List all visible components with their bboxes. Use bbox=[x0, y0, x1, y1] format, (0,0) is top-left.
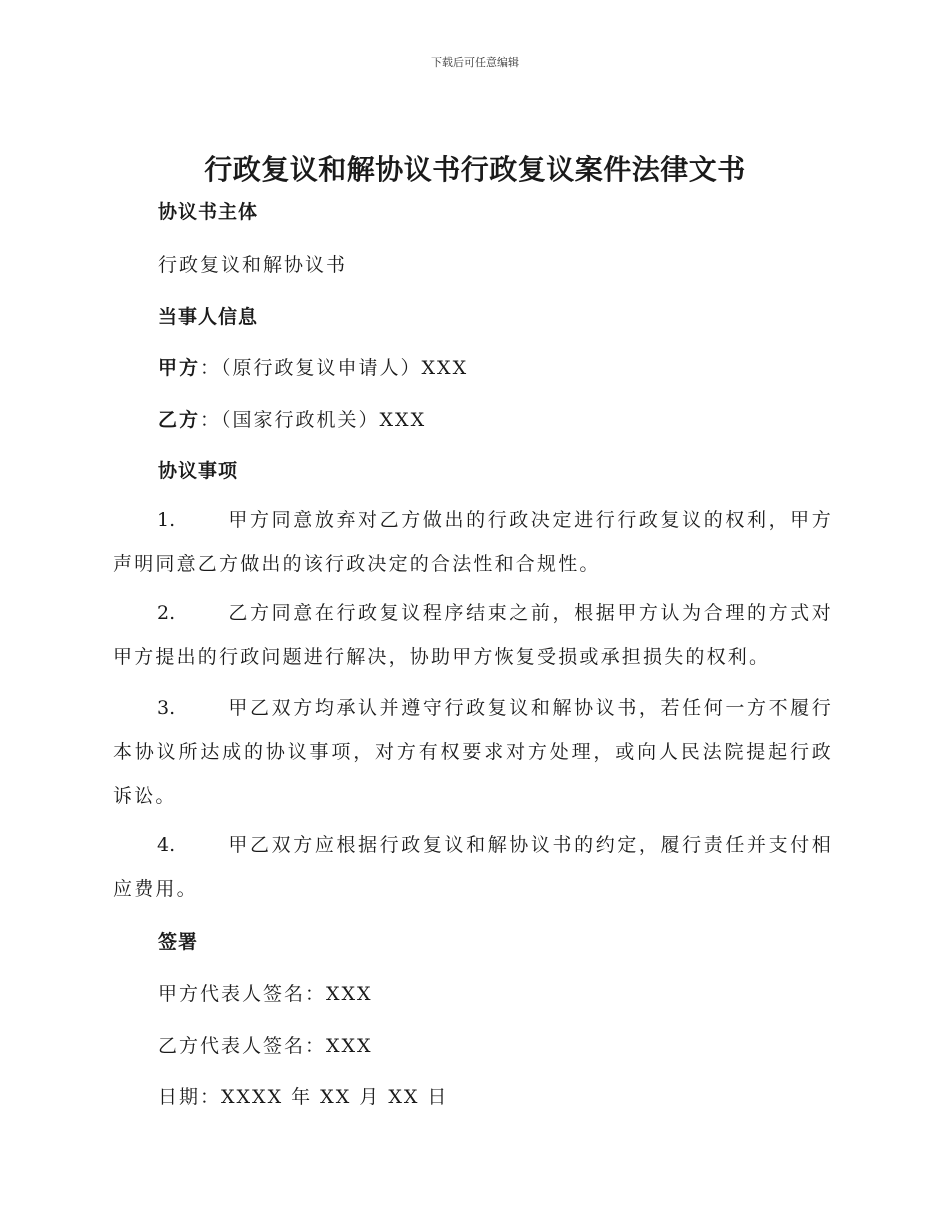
subject-text: 行政复议和解协议书 bbox=[158, 254, 348, 276]
document-title: 行政复议和解协议书行政复议案件法律文书 bbox=[204, 153, 746, 186]
item-number: 3. bbox=[157, 697, 176, 719]
agreement-item bbox=[113, 823, 833, 911]
matters-heading: 协议事项 bbox=[158, 460, 239, 482]
parties-heading: 当事人信息 bbox=[158, 306, 259, 328]
signature-party-b: 乙方代表人签名：XXX bbox=[158, 1035, 373, 1057]
signature-date: 日期：XXXX 年 XX 月 XX 日 bbox=[158, 1086, 449, 1108]
item-text: 甲乙双方应根据行政复议和解协议书的约定，履行责任并支付相应费用。 bbox=[113, 834, 833, 900]
party-a-line bbox=[158, 353, 468, 380]
item-text: 甲乙双方均承认并遵守行政复议和解协议书，若任何一方不履行本协议所达成的协议事项，对方有权要求对方处理，或向人民法院提起行政诉讼。 bbox=[113, 697, 833, 807]
agreement-item bbox=[113, 498, 833, 586]
item-text: 甲方同意放弃对乙方做出的行政决定进行行政复议的权利，甲方声明同意乙方做出的该行政决定的合法性和合规性。 bbox=[113, 509, 833, 575]
signature-party-a: 甲方代表人签名：XXX bbox=[158, 983, 373, 1005]
subject-heading: 协议书主体 bbox=[158, 201, 259, 223]
item-number: 2. bbox=[157, 602, 176, 624]
item-number: 4. bbox=[157, 834, 176, 856]
party-b-label: 乙方 bbox=[158, 409, 201, 431]
party-b-line bbox=[158, 405, 426, 432]
signature-heading: 签署 bbox=[158, 931, 199, 953]
party-a-value: ：（原行政复议申请人）XXX bbox=[200, 357, 469, 379]
agreement-item bbox=[113, 591, 833, 679]
party-b-value: ：（国家行政机关）XXX bbox=[200, 409, 427, 431]
page-header-note: 下载后可任意编辑 bbox=[431, 56, 519, 69]
item-text: 乙方同意在行政复议程序结束之前，根据甲方认为合理的方式对甲方提出的行政问题进行解决，协助甲方恢复受损或承担损失的权利。 bbox=[113, 602, 833, 668]
agreement-item bbox=[113, 686, 833, 818]
party-a-label: 甲方 bbox=[158, 357, 201, 379]
item-number: 1. bbox=[157, 509, 176, 531]
